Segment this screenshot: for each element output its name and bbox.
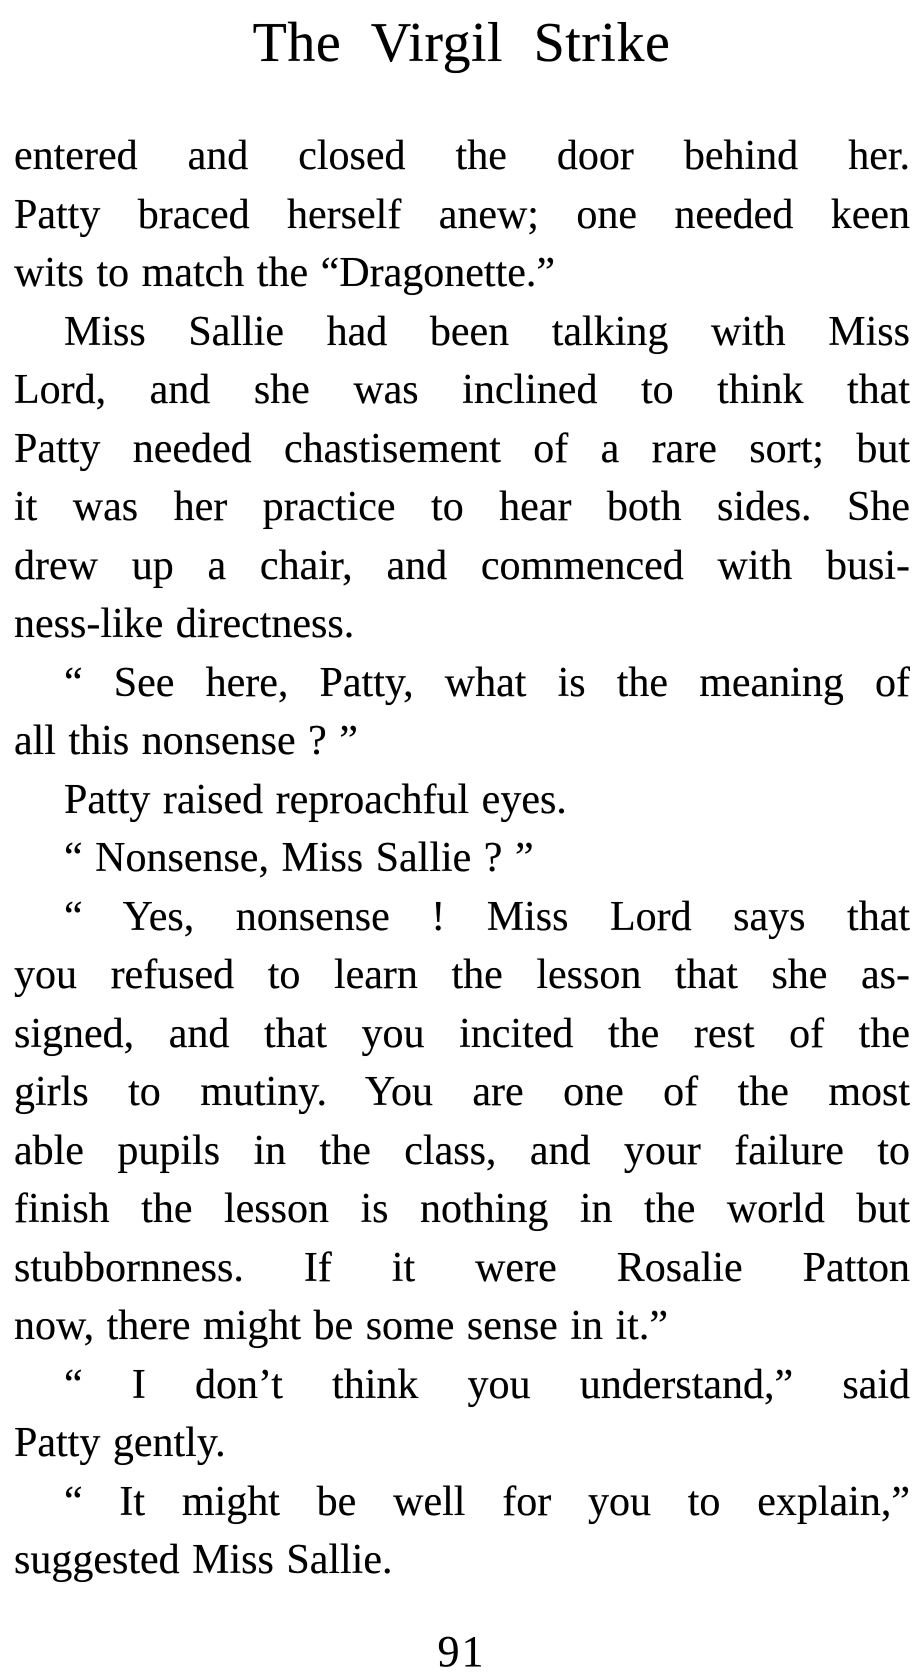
text-line: it was her practice to hear both sides. She [14, 484, 910, 531]
text-line: girls to mutiny. You are one of the most [14, 1069, 910, 1116]
paragraph [14, 303, 910, 654]
text-line: “ Nonsense, Miss Sallie ? ” [64, 835, 534, 882]
page-body [14, 127, 910, 1590]
text-line: Patty gently. [14, 1420, 226, 1467]
page-title: The Virgil Strike [252, 12, 671, 74]
text-line: suggested Miss Sallie. [14, 1537, 393, 1584]
paragraph [14, 829, 910, 888]
text-line: able pupils in the class, and your failure to [14, 1127, 910, 1174]
text-line: “ I don’t think you understand,” said [64, 1361, 910, 1408]
text-line: all this nonsense ? ” [14, 718, 358, 765]
paragraph [14, 888, 910, 1356]
paragraph [14, 1473, 910, 1590]
text-line: “ Yes, nonsense ! Miss Lord says that [64, 893, 910, 940]
text-line: drew up a chair, and commenced with busi- [14, 542, 910, 589]
text-line: signed, and that you incited the rest of the [14, 1010, 910, 1057]
text-line: Patty braced herself anew; one needed keen [14, 191, 910, 238]
paragraph [14, 1356, 910, 1473]
text-line: you refused to learn the lesson that she as- [14, 952, 910, 999]
text-line: Miss Sallie had been talking with Miss [64, 308, 910, 355]
paragraph [14, 771, 910, 830]
text-line: entered and closed the door behind her. [14, 133, 910, 180]
text-line: Patty raised reproachful eyes. [64, 776, 567, 823]
text-line: finish the lesson is nothing in the world but [14, 1186, 910, 1233]
text-line: Patty needed chastisement of a rare sort; but [14, 425, 910, 472]
text-line: stubbornness. If it were Rosalie Patton [14, 1244, 910, 1291]
text-line: wits to match the “Dragonette.” [14, 250, 555, 297]
paragraph [14, 654, 910, 771]
text-line: ness-like directness. [14, 601, 355, 648]
page-number: 91 [437, 1626, 486, 1676]
text-line: “ See here, Patty, what is the meaning of [64, 659, 910, 706]
text-line: Lord, and she was inclined to think that [14, 367, 910, 414]
text-line: now, there might be some sense in it.” [14, 1303, 668, 1350]
text-line: “ It might be well for you to explain,” [64, 1478, 910, 1525]
paragraph [14, 127, 910, 303]
